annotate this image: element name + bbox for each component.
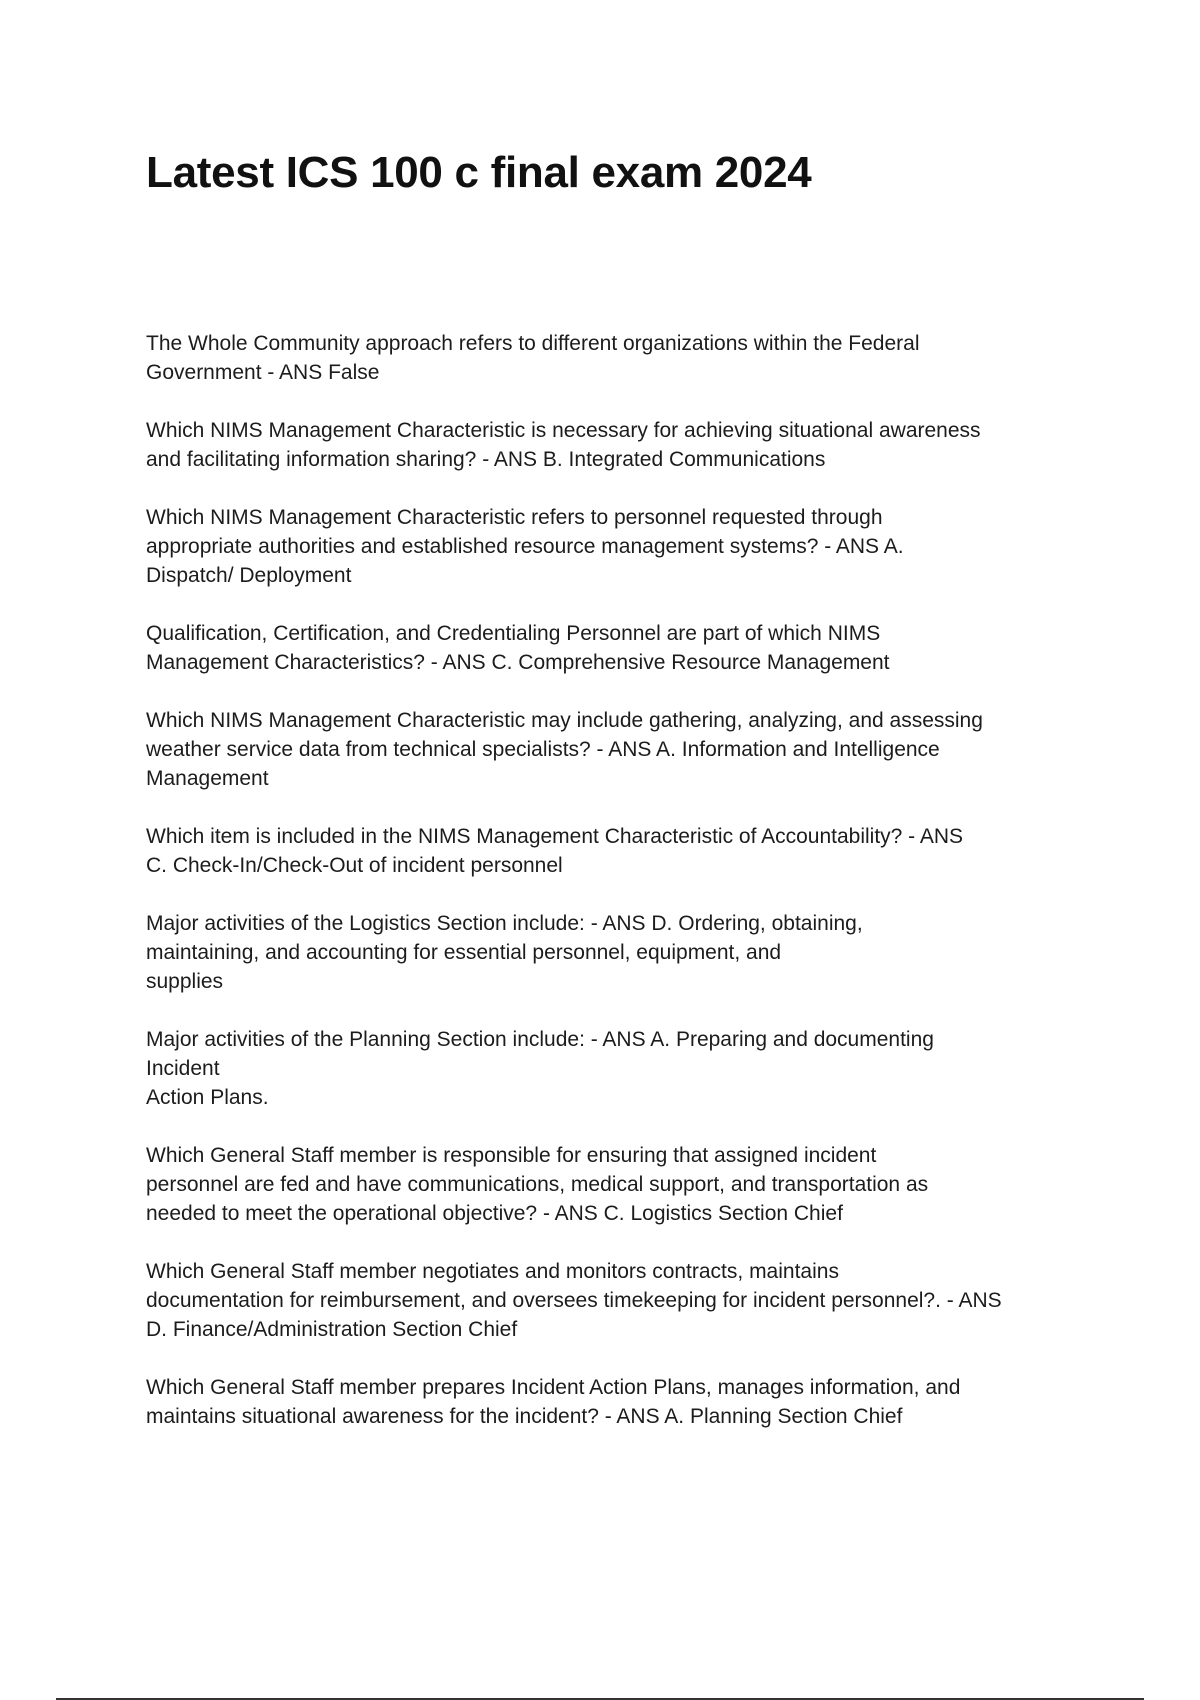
qa-item-1: The Whole Community approach refers to different organizations within the Federal Government - ANS False bbox=[146, 332, 920, 384]
qa-item-2: Which NIMS Management Characteristic is necessary for achieving situational awareness and facilitating information sharing? - ANS B. Integrated Communications bbox=[146, 419, 981, 471]
qa-item-9: Which General Staff member is responsible for ensuring that assigned incident personnel are fed and have communications, medical support, and transportation as needed to meet the operational objective? - ANS C. Logistics Section Chief bbox=[146, 1144, 929, 1225]
qa-item-7: Major activities of the Logistics Section include: - ANS D. Ordering, obtaining, maintaining, and accounting for essential personnel, equipment, and supplies bbox=[146, 912, 863, 993]
qa-item-11: Which General Staff member prepares Incident Action Plans, manages information, and maintains situational awareness for the incident? - ANS A. Planning Section Chief bbox=[146, 1376, 961, 1428]
qa-item-5: Which NIMS Management Characteristic may include gathering, analyzing, and assessing weather service data from technical specialists? - ANS A. Information and Intelligence Management bbox=[146, 709, 983, 790]
page-title: Latest ICS 100 c final exam 2024 bbox=[146, 148, 812, 197]
qa-item-8: Major activities of the Planning Section include: - ANS A. Preparing and documenting Incident Action Plans. bbox=[146, 1028, 934, 1109]
qa-item-6: Which item is included in the NIMS Management Characteristic of Accountability? - ANS C. Check-In/Check-Out of incident personnel bbox=[146, 825, 964, 877]
qa-item-4: Qualification, Certification, and Credentialing Personnel are part of which NIMS Management Characteristics? - ANS C. Comprehensive Resource Management bbox=[146, 622, 890, 674]
question-answer-list bbox=[146, 329, 1066, 1460]
qa-item-3: Which NIMS Management Characteristic refers to personnel requested through appropriate authorities and established resource management systems? - ANS A. Dispatch/ Deployment bbox=[146, 506, 904, 587]
qa-item-10: Which General Staff member negotiates and monitors contracts, maintains documentation for reimbursement, and oversees timekeeping for incident personnel?. - ANS D. Finance/Administration Section Chief bbox=[146, 1260, 1002, 1341]
